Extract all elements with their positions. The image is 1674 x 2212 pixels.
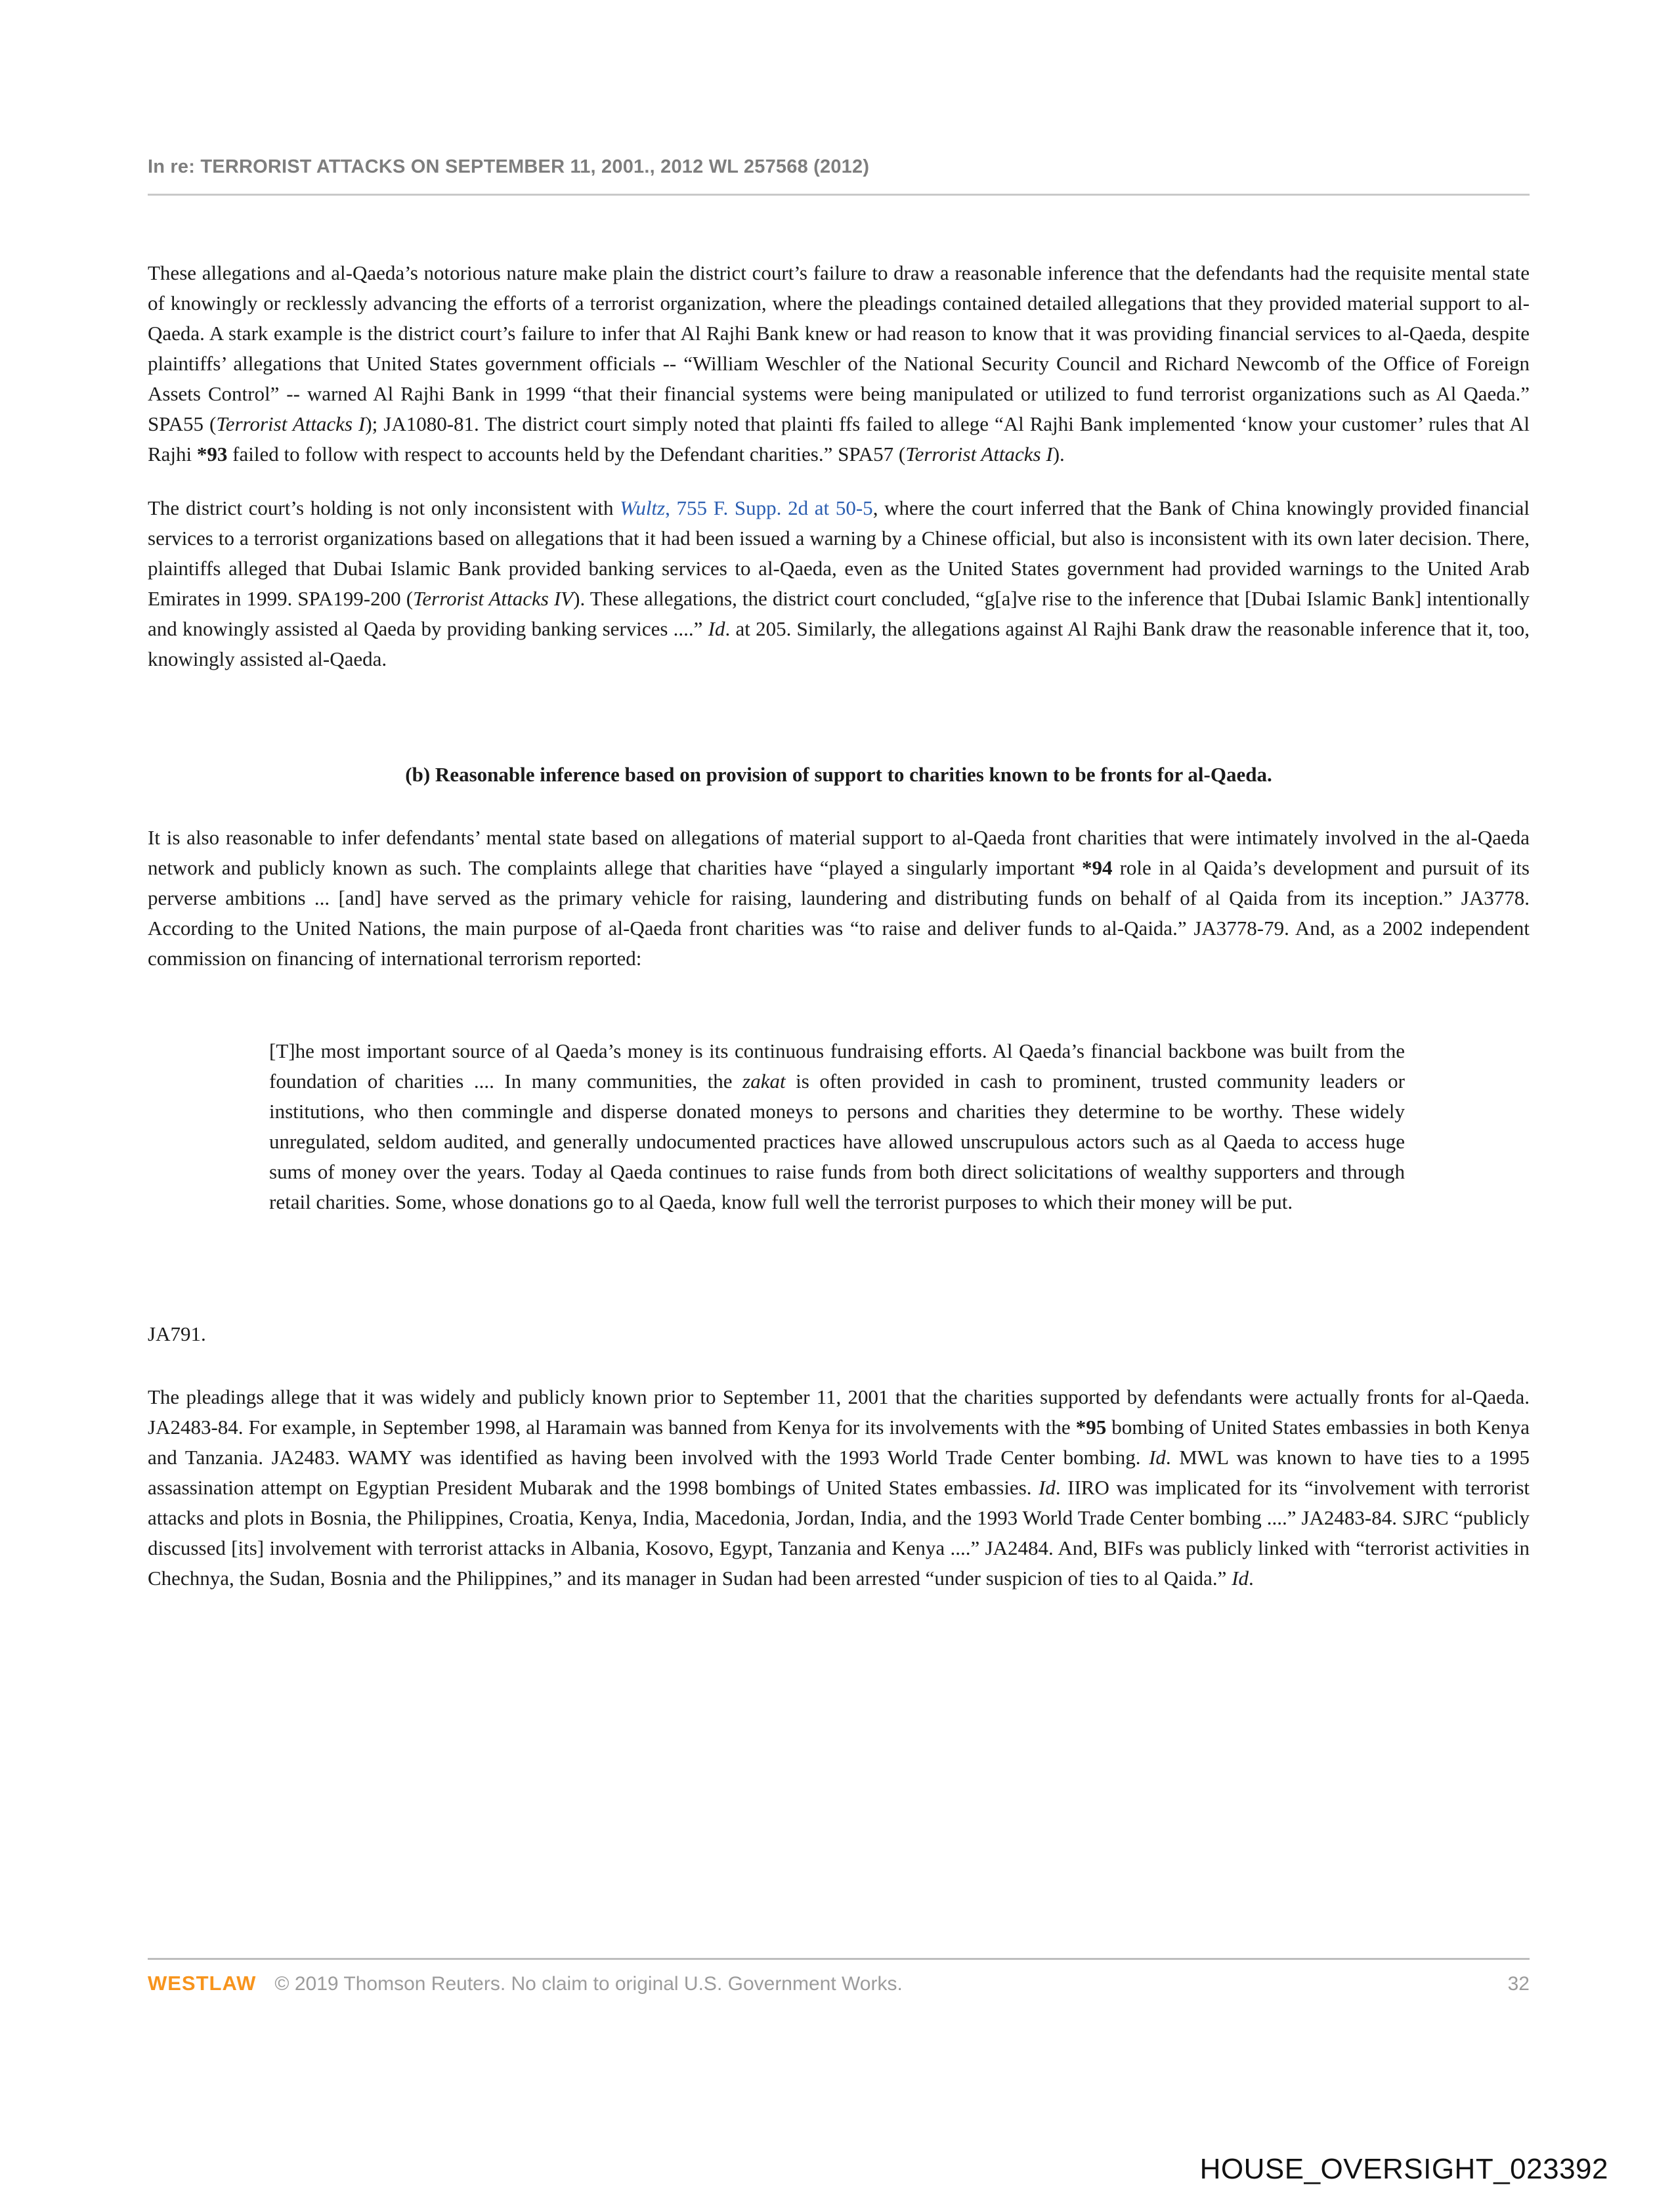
text-run: . IIRO was implicated for its “involvement with terrorist attacks and plots in Bosnia, the Philippines, Croatia, Kenya, India, Macedonia, Jordan, India, and the 1993 World Trade Center bombing ....” JA2483-84. SJRC “publicly discussed [its] involvement with terrorist attacks in Albania, Kosovo, Egypt, Tanzania and Kenya ....” JA2484. And, BIFs was publicly linked with “terrorist activities in Chechnya, the Sudan, Bosnia and the Philippines,” and its manager in Sudan had been arrested “under suspicion of ties to al Qaida.” (148, 1476, 1530, 1590)
page-number: 32 (1507, 1973, 1530, 1995)
text-run: . MWL was known to have ties to a 1995 assassination attempt on Egyptian President Mubarak and the 1998 bombings of United States embassies. (148, 1446, 1530, 1499)
text-run: Id (1232, 1567, 1249, 1590)
block-quote (269, 1036, 1405, 1217)
text-run: Id (1039, 1476, 1056, 1499)
paragraph-4 (148, 1382, 1530, 1594)
text-run: zakat (742, 1070, 786, 1093)
text-run: , where the court inferred that the Bank of China knowingly provided financial services to a terrorist organizations based on allegations that it had been issued a warning by a Chinese official, but also is inconsistent with its own later decision. There, plaintiffs alleged that Dubai Islamic Bank provided banking services to al-Qaeda, even as the United States government had provided warnings to the United Arab Emirates in 1999. SPA199-200 ( (148, 496, 1530, 610)
text-run: Terrorist Attacks IV (413, 587, 574, 610)
citation-link[interactable]: , 755 F. Supp. 2d at 50-5 (665, 496, 873, 519)
text-run: ). These allegations, the district court concluded, “g[a]ve rise to the inference that [Dubai Islamic Bank] intentionally and knowingly assisted al Qaeda by providing banking services ....” (148, 587, 1530, 640)
text-run: ); JA1080-81. The district court simply noted that plainti ffs failed to allege “Al Rajhi Bank implemented ‘know your customer’ rules that Al Rajhi (148, 412, 1530, 466)
text-run: [T]he most important source of al Qaeda’s money is its continuous fundraising efforts. Al Qaeda’s financial backbone was built from the foundation of charities .... In many communities, the (269, 1039, 1405, 1093)
text-run: role in al Qaida’s development and pursuit of its perverse ambitions ... [and] have served as the primary vehicle for raising, laundering and distributing funds on behalf of al Qaida from its inception.” JA3778. According to the United Nations, the main purpose of al-Qaeda front charities was “to raise and deliver funds to al-Qaida.” JA3778-79. And, as a 2002 independent commission on financing of international terrorism reported: (148, 856, 1530, 970)
text-run: Id (1149, 1446, 1166, 1469)
text-run: bombing of United States embassies in both Kenya and Tanzania. JA2483. WAMY was identified as having been involved with the 1993 World Trade Center bombing. (148, 1416, 1530, 1469)
text-run: . (1249, 1567, 1254, 1590)
text-run: Terrorist Attacks I (905, 443, 1053, 466)
text-run: These allegations and al-Qaeda’s notorious nature make plain the district court’s failure to draw a reasonable inference that the defendants had the requisite mental state of knowingly or recklessly advancing the efforts of a terrorist organization, where the pleadings contained detailed allegations that they provided material support to al-Qaeda. A stark example is the district court’s failure to infer that Al Rajhi Bank knew or had reason to know that it was providing financial services to al-Qaeda, despite plaintiffs’ allegations that United States government officials -- “William Weschler of the National Security Council and Richard Newcomb of the Office of Foreign Assets Control” -- warned Al Rajhi Bank in 1999 “that their financial systems were being manipulated or utilized to fund terrorist organizations such as Al Qaeda.” SPA55 ( (148, 261, 1530, 435)
paragraph-3 (148, 823, 1530, 974)
text-run: *93 (196, 443, 228, 466)
text-run: It is also reasonable to infer defendants’ mental state based on allegations of material support to al-Qaeda front charities that were intimately involved in the al-Qaeda network and publicly known as such. The complaints allege that charities have “played a singularly important (148, 826, 1530, 879)
text-run: The district court’s holding is not only inconsistent with (148, 496, 620, 519)
text-run: *94 (1081, 856, 1113, 879)
document-citation-header: In re: TERRORIST ATTACKS ON SEPTEMBER 11, 2001., 2012 WL 257568 (2012) (148, 156, 1530, 196)
text-run: *95 (1075, 1416, 1107, 1439)
paragraph-1 (148, 258, 1530, 469)
text-run: failed to follow with respect to accounts held by the Defendant charities.” SPA57 ( (227, 443, 906, 466)
text-run: The pleadings allege that it was widely and publicly known prior to September 11, 2001 that the charities supported by defendants were actually fronts for al-Qaeda. JA2483-84. For example, in September 1998, al Haramain was banned from Kenya for its involvements with the (148, 1385, 1530, 1439)
citation-link[interactable]: Wultz (620, 496, 666, 519)
record-citation-ja791: JA791. (148, 1322, 206, 1345)
document-content (148, 156, 1530, 1594)
copyright-text: © 2019 Thomson Reuters. No claim to original U.S. Government Works. (274, 1973, 903, 1995)
westlaw-logo: WESTLAW (148, 1972, 257, 1995)
paragraph-2 (148, 493, 1530, 674)
text-run: ). (1052, 443, 1065, 466)
section-heading-b: (b) Reasonable inference based on provision of support to charities known to be fronts for al-Qaeda. (405, 763, 1272, 786)
bates-stamp: HOUSE_OVERSIGHT_023392 (1199, 2153, 1608, 2185)
text-run: Terrorist Attacks I (216, 412, 366, 435)
page-footer (148, 1958, 1530, 1995)
text-run: . at 205. Similarly, the allegations against Al Rajhi Bank draw the reasonable inference that it, too, knowingly assisted al-Qaeda. (148, 617, 1530, 670)
text-run: is often provided in cash to prominent, trusted community leaders or institutions, who then commingle and disperse donated moneys to persons and charities they determine to be worthy. These widely unregulated, seldom audited, and generally undocumented practices have allowed unscrupulous actors such as al Qaeda to access huge sums of money over the years. Today al Qaeda continues to raise funds from both direct solicitations of wealthy supporters and through retail charities. Some, whose donations go to al Qaeda, know full well the terrorist purposes to which their money will be put. (269, 1070, 1405, 1213)
text-run: Id (708, 617, 725, 640)
